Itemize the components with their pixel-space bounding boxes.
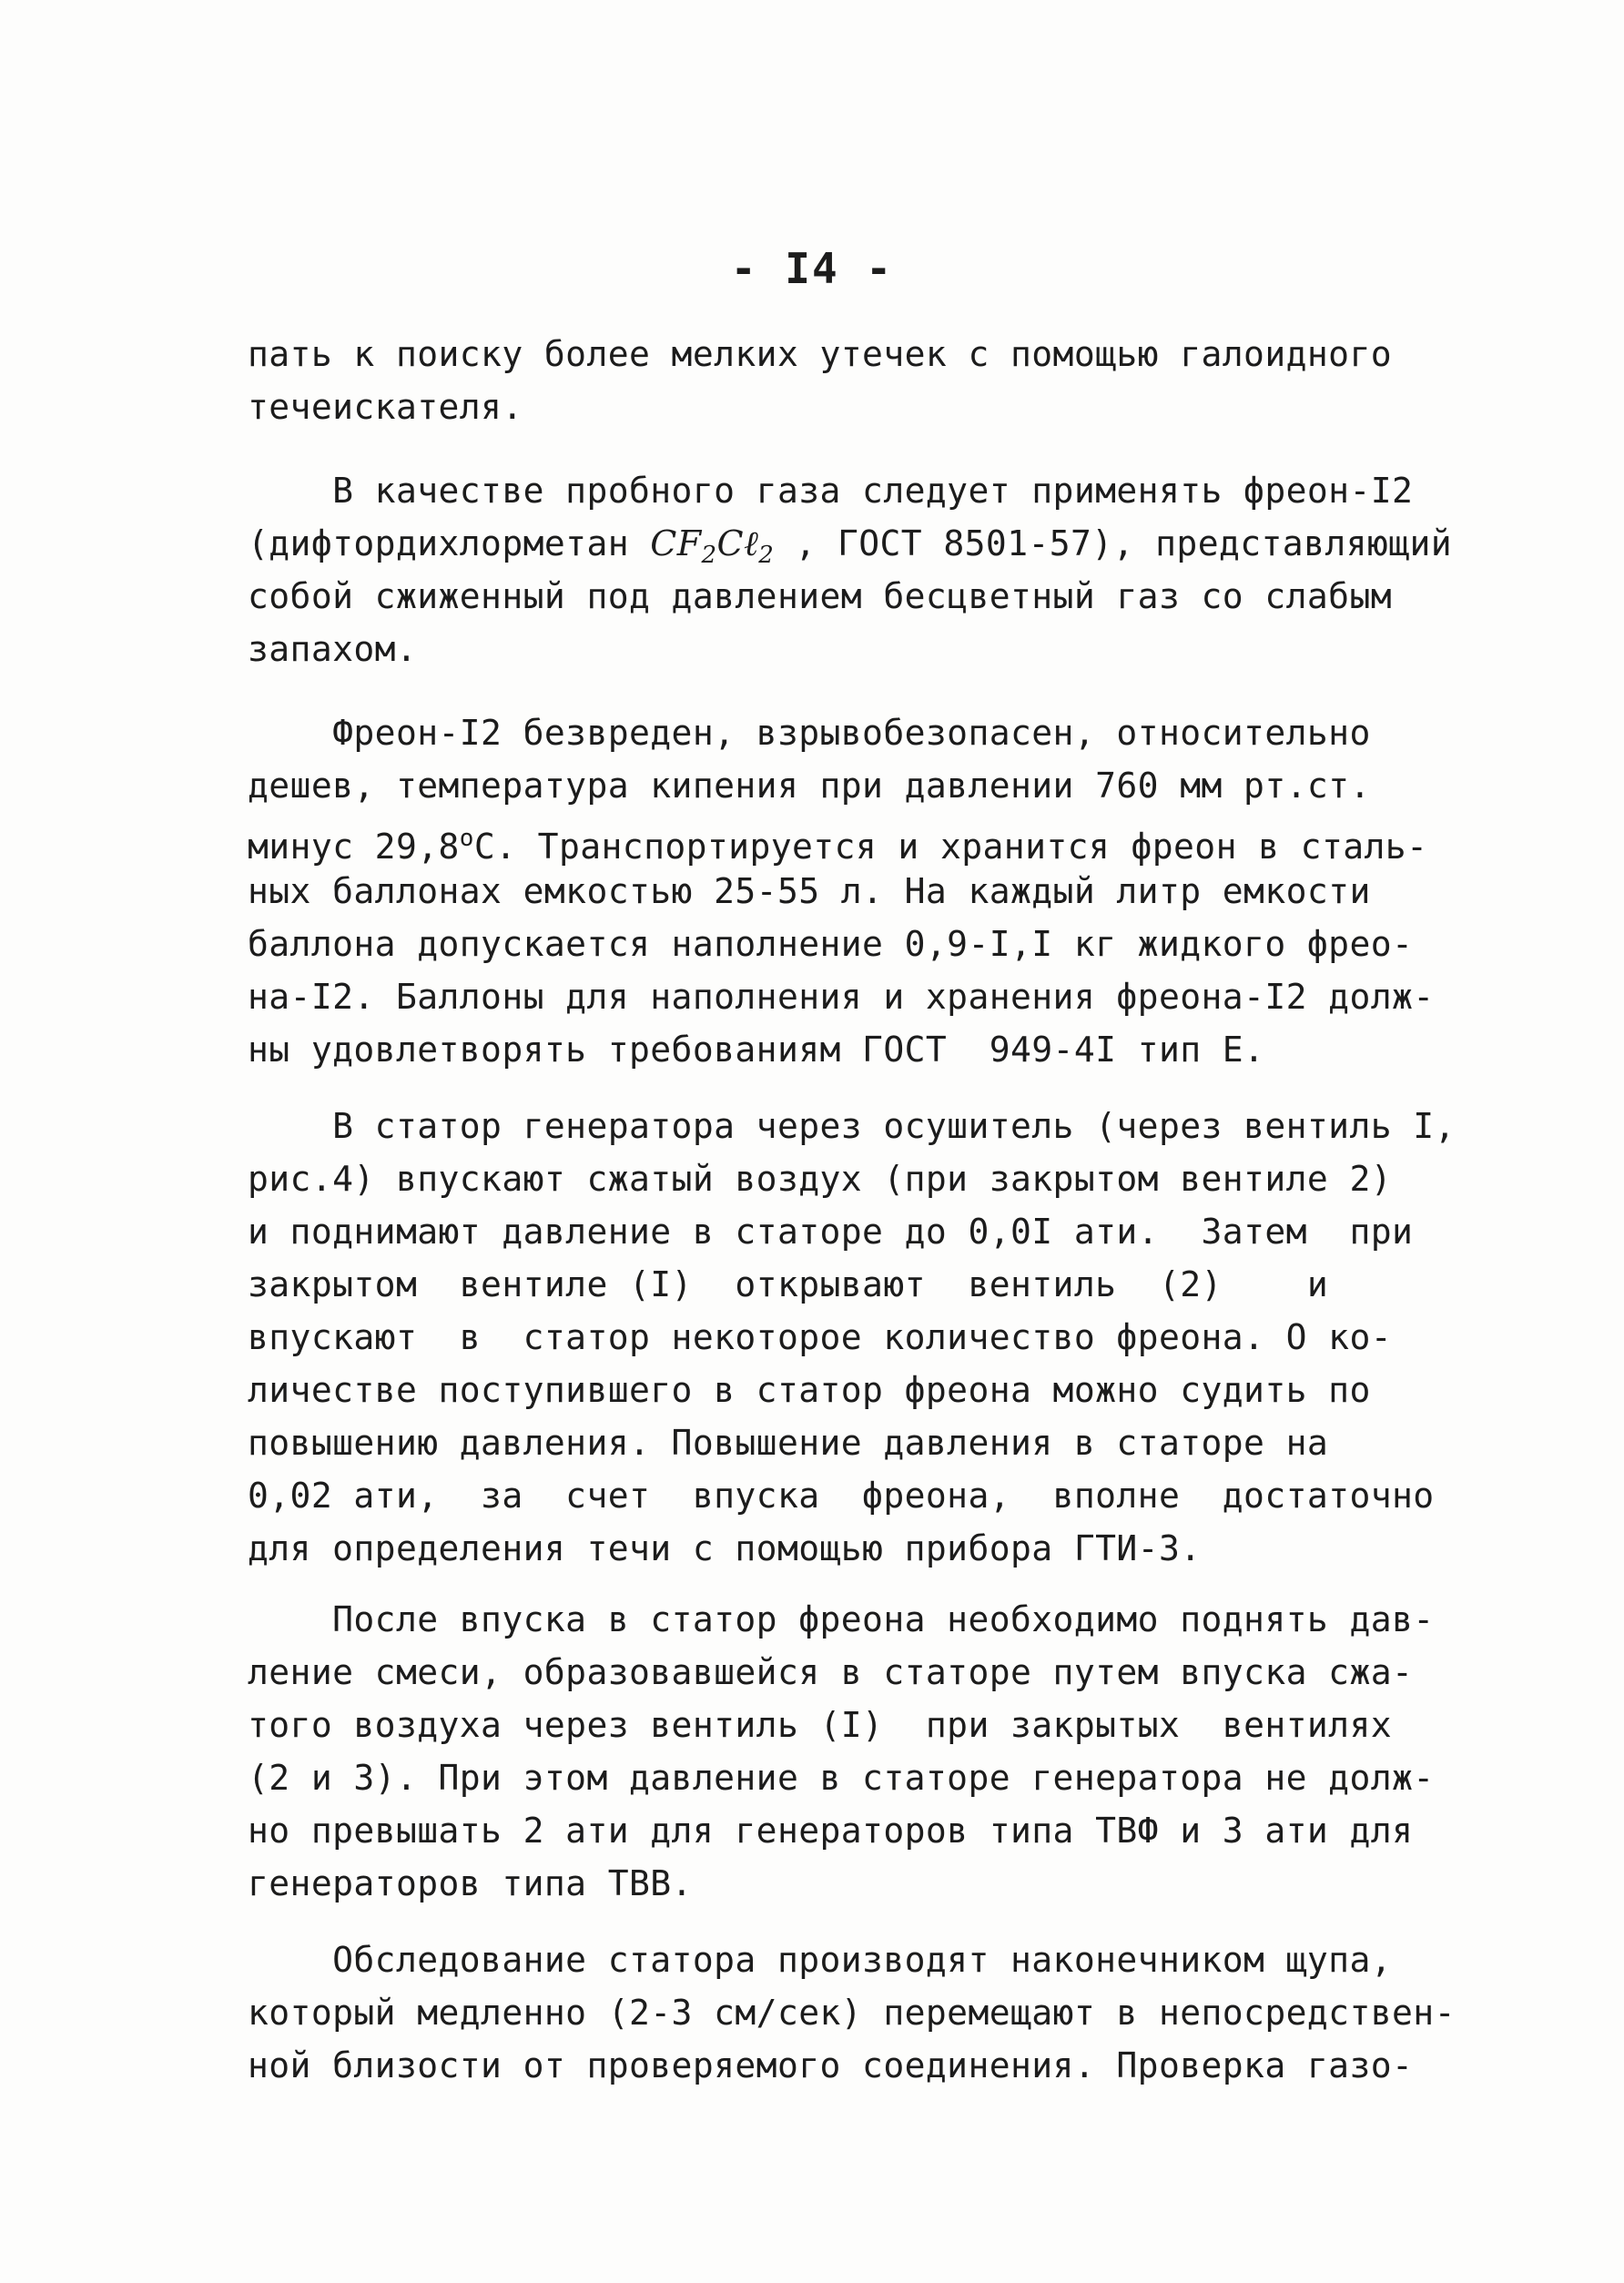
text-line: ление смеси, образовавшейся в статоре путем впуска сжа- (248, 1652, 1414, 1692)
text-line: баллона допускается наполнение 0,9-I,I кг жидкого фрео- (248, 924, 1414, 964)
text-line: ных баллонах емкостью 25-55 л. На каждый литр емкости (248, 871, 1371, 911)
text-line: закрытом вентиле (I) открывают вентиль (2) и (248, 1264, 1329, 1304)
text-line: и поднимают давление в статоре до 0,0I ати. Затем при (248, 1212, 1414, 1252)
formula-subscript: 2 (701, 542, 717, 569)
text-line: запахом. (248, 629, 418, 669)
formula-subscript: 2 (758, 542, 775, 569)
paragraph-6 (248, 1933, 1467, 2092)
text-line: который медленно (2-3 см/сек) перемещают в непосредствен- (248, 1993, 1456, 2033)
text-line: на-I2. Баллоны для наполнения и хранения фреона-I2 долж- (248, 977, 1435, 1017)
text-line: Обследование статора производят наконечником щупа, (248, 1940, 1393, 1980)
text-line: течеискателя. (248, 387, 523, 427)
text-line: для определения течи с помощью прибора ГТИ-3. (248, 1528, 1202, 1568)
page-number: - I4 - (730, 244, 894, 293)
text-line-with-degree (248, 812, 1467, 865)
text-line: (2 и 3). При этом давление в статоре генератора не долж- (248, 1758, 1435, 1798)
text-line: ной близости от проверяемого соединения. Проверка газо- (248, 2045, 1414, 2085)
degree-superscript: о (459, 825, 474, 852)
text-line: впускают в статор некоторое количество фреона. О ко- (248, 1317, 1393, 1357)
formula-part: Cℓ (716, 523, 759, 563)
text-line: После впуска в статор фреона необходимо поднять дав- (248, 1599, 1435, 1639)
paragraph-4 (248, 1100, 1467, 1575)
text-line: ны удовлетворять требованиям ГОСТ 949-4I тип Е. (248, 1030, 1265, 1070)
text-line: повышению давления. Повышение давления в статоре на (248, 1423, 1329, 1463)
formula-part: CF (650, 523, 702, 563)
text-line: пать к поиску более мелких утечек с помощью галоидного (248, 334, 1393, 374)
text-line: но превышать 2 ати для генераторов типа ТВФ и 3 ати для (248, 1811, 1414, 1851)
paragraph-3 (248, 706, 1467, 1076)
text-line: В качестве пробного газа следует применять фреон-I2 (248, 471, 1414, 511)
text-line: В статор генератора через осушитель (через вентиль I, (248, 1106, 1456, 1146)
text-line: рис.4) впускают сжатый воздух (при закрытом вентиле 2) (248, 1159, 1393, 1199)
text-span: (дифтордихлорметан (248, 523, 651, 563)
text-line: дешев, температура кипения при давлении 760 мм рт.ст. (248, 766, 1371, 806)
text-line: личестве поступившего в статор фреона можно судить по (248, 1370, 1371, 1410)
paragraph-2 (248, 464, 1467, 675)
paragraph-1 (248, 328, 1467, 433)
chemical-formula (650, 523, 775, 569)
text-line: Фреон-I2 безвреден, взрывобезопасен, относительно (248, 713, 1371, 753)
paragraph-5 (248, 1593, 1467, 1910)
text-span: С. Транспортируется и хранится фреон в сталь- (473, 827, 1428, 867)
text-line: 0,02 ати, за счет впуска фреона, вполне достаточно (248, 1476, 1435, 1516)
text-line: генераторов типа ТВВ. (248, 1863, 693, 1903)
text-span: , ГОСТ 8501-57), представляющий (774, 523, 1453, 563)
text-line-with-formula (248, 517, 1467, 570)
text-span: минус 29,8 (248, 827, 460, 867)
text-line: того воздуха через вентиль (I) при закрытых вентилях (248, 1705, 1393, 1745)
text-line: собой сжиженный под давлением бесцветный газ со слабым (248, 576, 1393, 616)
